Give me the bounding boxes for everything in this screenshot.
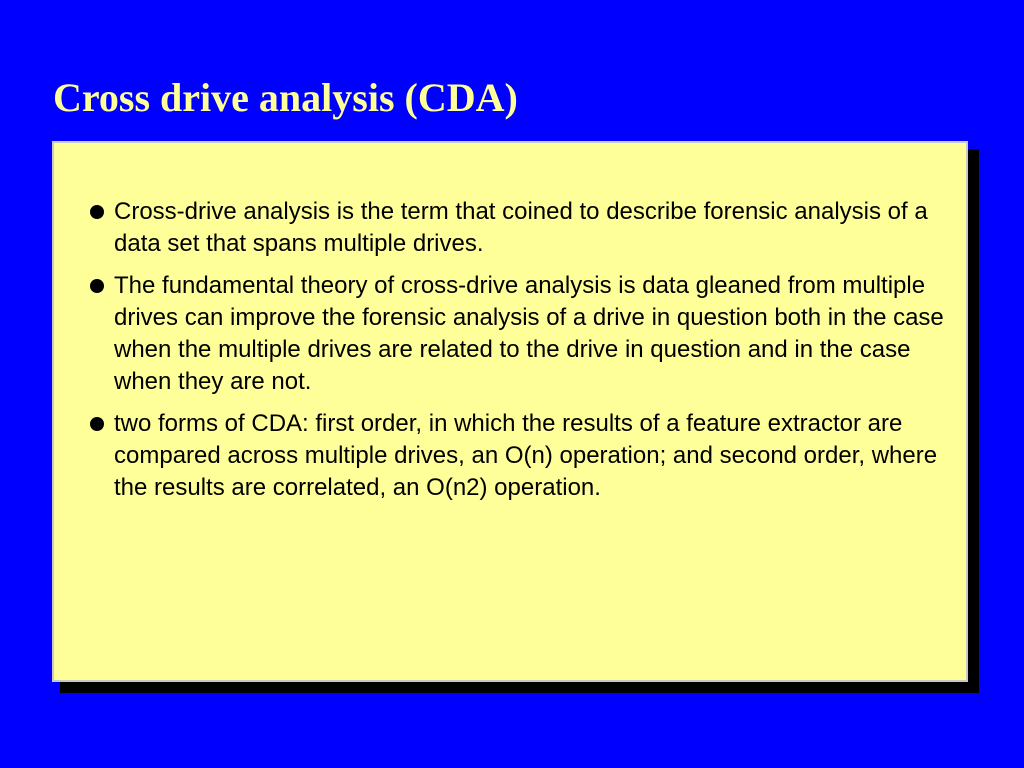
- bullet-dot-icon: [90, 279, 104, 293]
- slide-title: Cross drive analysis (CDA): [53, 75, 518, 120]
- bullet-text: two forms of CDA: first order, in which the results of a feature extractor are compared across multiple drives, an O(n) operation; and second order, where the results are correlated, an O(n2) operation.: [114, 410, 938, 501]
- bullet-text: The fundamental theory of cross-drive analysis is data gleaned from multiple drives can improve the forensic analysis of a drive in question both in the case when the multiple drives are related to the drive in question and in the case when they are not.: [114, 272, 944, 395]
- bullet-text: Cross-drive analysis is the term that coined to describe forensic analysis of a data set that spans multiple drives.: [114, 198, 928, 257]
- bullet-item: [88, 270, 958, 398]
- bullet-dot-icon: [90, 417, 104, 431]
- bullet-dot-icon: [90, 205, 104, 219]
- bullet-item: [88, 196, 958, 260]
- bullet-list: [88, 196, 958, 514]
- bullet-item: [88, 408, 958, 504]
